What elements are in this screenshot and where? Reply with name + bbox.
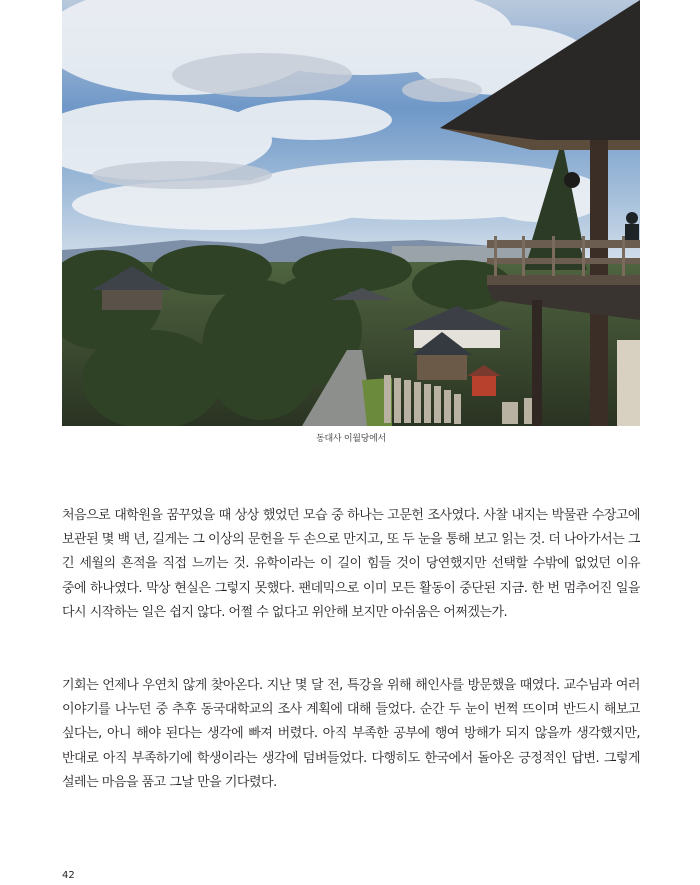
photo-caption: 동대사 이월당에서 bbox=[316, 434, 386, 444]
photo bbox=[62, 0, 640, 426]
visitors bbox=[625, 212, 639, 240]
page-number: 42 bbox=[62, 870, 75, 881]
photo-illustration bbox=[62, 0, 640, 426]
body-paragraph-1: 처음으로 대학원을 꿈꾸었을 때 상상 했었던 모습 중 하나는 고문헌 조사였다. 사찰 내지는 박물관 수장고에 보관된 몇 백 년, 길게는 그 이상의 문헌을 두 손으로 만지고, 또 두 눈을 통해 보고 읽는 것. 더 나아가서는 그 긴 세월의 흔적을 직접 느끼는 것. 유학이라는 이 길이 힘들 것이 당연했지만 선택할 수밖에 없었던 이유 중에 하나였다. 막상 현실은 그렇지 못했다. 팬데믹으로 이미 모든 활동이 중단된 지금. 한 번 멈추어진 일을 다시 시작하는 일은 쉽지 않다. 어쩔 수 없다고 위안해 보지만 아쉬움은 어쩌겠는가. bbox=[62, 508, 640, 620]
body-paragraph-2: 기회는 언제나 우연치 않게 찾아온다. 지난 몇 달 전, 특강을 위해 해인사를 방문했을 때였다. 교수님과 여러 이야기를 나누던 중 추후 동국대학교의 조사 계획에 대해 들었다. 순간 두 눈이 번쩍 뜨이며 반드시 해보고 싶다는, 아니 해야 된다는 생각에 빠져 버렸다. 아직 부족한 공부에 행여 방해가 되지 않을까 생각했지만, 반대로 아직 부족하기에 학생이라는 생각에 덤벼들었다. 다행히도 한국에서 돌아온 긍정적인 답변. 그렇게 설레는 마음을 품고 그날 만을 기다렸다. bbox=[62, 678, 640, 790]
